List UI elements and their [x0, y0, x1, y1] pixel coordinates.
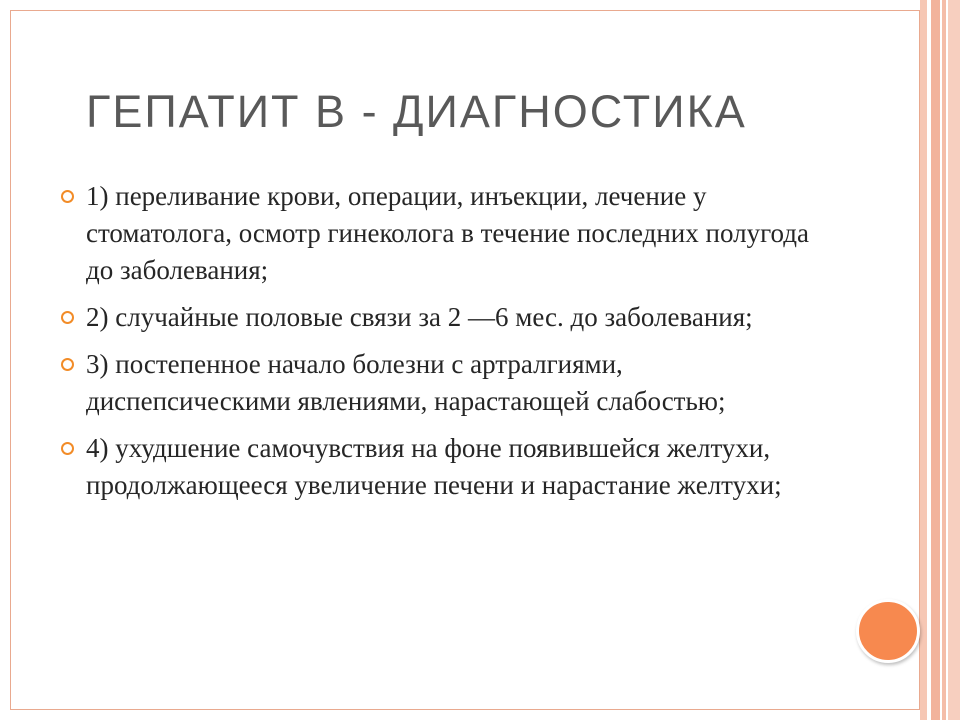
list-item: [60, 430, 820, 504]
circle-bullet-icon: [61, 311, 74, 324]
bullet-text: 1) переливание крови, операции, инъекции, лечение у стоматолога, осмотр гинеколога в течение последних полугода до заболевания;: [86, 181, 809, 285]
stripe: [920, 0, 927, 720]
list-item: [60, 299, 820, 336]
list-item: [60, 346, 820, 420]
bullet-list: [60, 178, 820, 514]
circle-bullet-icon: [61, 190, 74, 203]
stripe: [931, 0, 940, 720]
bullet-text: 2) случайные половые связи за 2 —6 мес. до заболевания;: [86, 302, 753, 332]
bullet-text: 3) постепенное начало болезни с артралгиями, диспепсическими явлениями, нарастающей слабостью;: [86, 349, 726, 416]
circle-bullet-icon: [61, 442, 74, 455]
bullet-text: 4) ухудшение самочувствия на фоне появившейся желтухи, продолжающееся увеличение печени и нарастание желтухи;: [86, 433, 782, 500]
slide-title: ГЕПАТИТ В - ДИАГНОСТИКА: [86, 86, 747, 137]
list-item: [60, 178, 820, 289]
circle-bullet-icon: [61, 358, 74, 371]
orange-circle-icon: [856, 599, 920, 663]
stripe: [948, 0, 960, 720]
decorative-stripes: [920, 0, 960, 720]
